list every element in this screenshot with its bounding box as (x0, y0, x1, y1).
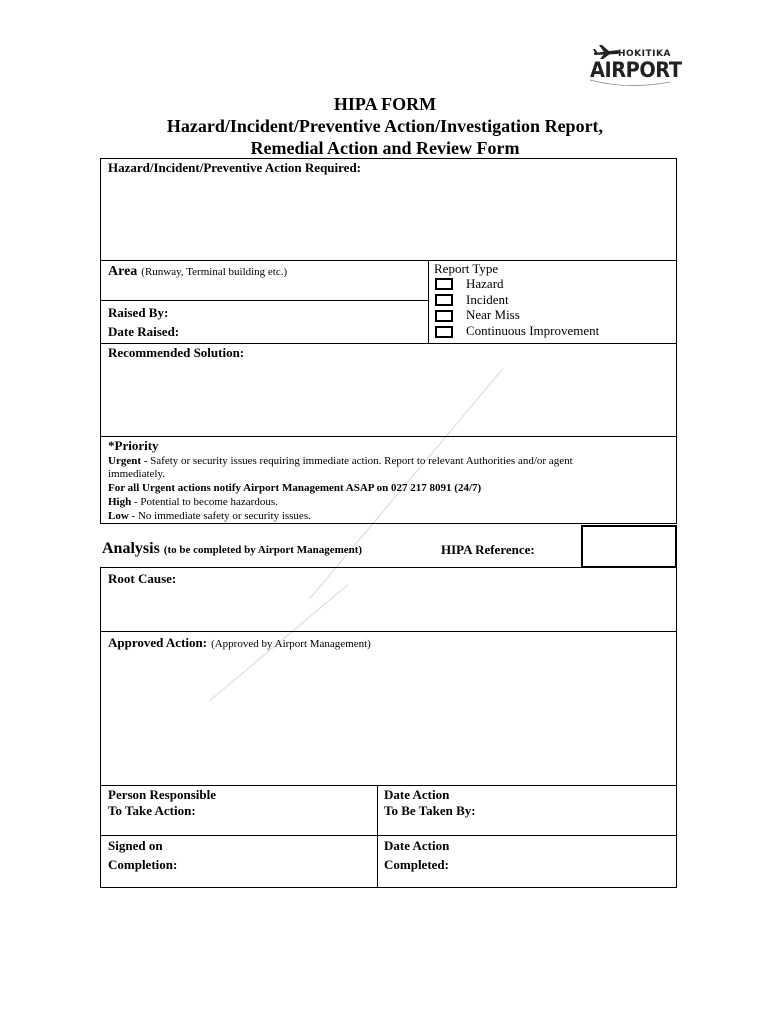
divider (100, 343, 677, 344)
near-miss-option-label: Near Miss (466, 307, 520, 322)
date-action-taken-label-line2: To Be Taken By: (384, 803, 476, 818)
root-cause-field[interactable] (108, 590, 673, 628)
divider (428, 260, 429, 343)
hazard-checkbox[interactable] (435, 278, 453, 290)
divider (100, 835, 677, 836)
logo-top-text: HOKITIKA (618, 49, 671, 59)
divider (100, 785, 677, 786)
analysis-label: Analysis (102, 540, 160, 557)
date-completed-label-line2: Completed: (384, 857, 449, 872)
date-action-taken-label: Date Action (384, 787, 450, 802)
analysis-row (102, 539, 362, 558)
person-responsible-label: Person Responsible (108, 787, 216, 802)
urgent-text: - Safety or security issues requiring immediate action. Report to relevant Authorities and/or agent (141, 455, 573, 467)
priority-heading: *Priority (108, 438, 159, 453)
approved-action-hint: (Approved by Airport Management) (211, 638, 371, 650)
urgent-text-cont: immediately. (108, 468, 166, 480)
near-miss-checkbox[interactable] (435, 310, 453, 322)
continuous-improvement-option-label: Continuous Improvement (466, 323, 600, 338)
approved-action-row (108, 634, 371, 652)
divider (100, 436, 677, 437)
incident-checkbox[interactable] (435, 294, 453, 306)
raised-by-label: Raised By: (108, 305, 169, 320)
logo-main-text: AIRPORT (590, 58, 682, 82)
hipa-reference-field[interactable] (581, 525, 677, 568)
hazard-required-field[interactable] (108, 193, 673, 257)
logo-swoosh (588, 78, 672, 90)
continuous-improvement-checkbox[interactable] (435, 326, 453, 338)
priority-urgent (108, 454, 573, 468)
signed-label: Signed on (108, 838, 163, 853)
person-responsible-label-line2: To Take Action: (108, 803, 196, 818)
root-cause-label: Root Cause: (108, 571, 177, 586)
report-type-label: Report Type (434, 261, 499, 276)
analysis-hint: (to be completed by Airport Management) (163, 544, 363, 556)
low-text: - No immediate safety or security issues. (128, 510, 311, 522)
approved-action-label: Approved Action: (108, 635, 208, 650)
high-label: High (108, 496, 132, 508)
priority-low (108, 509, 311, 523)
form-subtitle-line2: Remedial Action and Review Form (250, 138, 520, 158)
area-field[interactable] (108, 280, 424, 298)
airport-logo (588, 44, 682, 90)
area-hint: (Runway, Terminal building etc.) (141, 266, 288, 278)
incident-option-label: Incident (466, 292, 509, 307)
divider (100, 260, 677, 261)
date-completed-label: Date Action (384, 838, 450, 853)
high-text: - Potential to become hazardous. (131, 496, 278, 508)
form-subtitle-line1: Hazard/Incident/Preventive Action/Investigation Report, (166, 116, 604, 136)
area-row (108, 262, 287, 280)
divider (100, 300, 428, 301)
divider (377, 785, 378, 888)
recommended-solution-field[interactable] (108, 364, 673, 432)
recommended-solution-label: Recommended Solution: (108, 345, 245, 360)
hazard-required-label: Hazard/Incident/Preventive Action Required: (108, 160, 361, 175)
area-label: Area (108, 264, 138, 279)
date-raised-label: Date Raised: (108, 324, 180, 339)
low-label: Low (108, 510, 129, 522)
signed-label-line2: Completion: (108, 857, 178, 872)
urgent-label: Urgent (108, 455, 141, 467)
hipa-reference-label: HIPA Reference: (441, 542, 535, 557)
approved-action-field[interactable] (108, 654, 673, 782)
priority-high (108, 495, 278, 509)
divider (100, 631, 677, 632)
hazard-option-label: Hazard (466, 276, 504, 291)
form-title: HIPA FORM (333, 94, 437, 114)
urgent-notify-text: For all Urgent actions notify Airport Management ASAP on 027 217 8091 (24/7) (108, 482, 482, 494)
